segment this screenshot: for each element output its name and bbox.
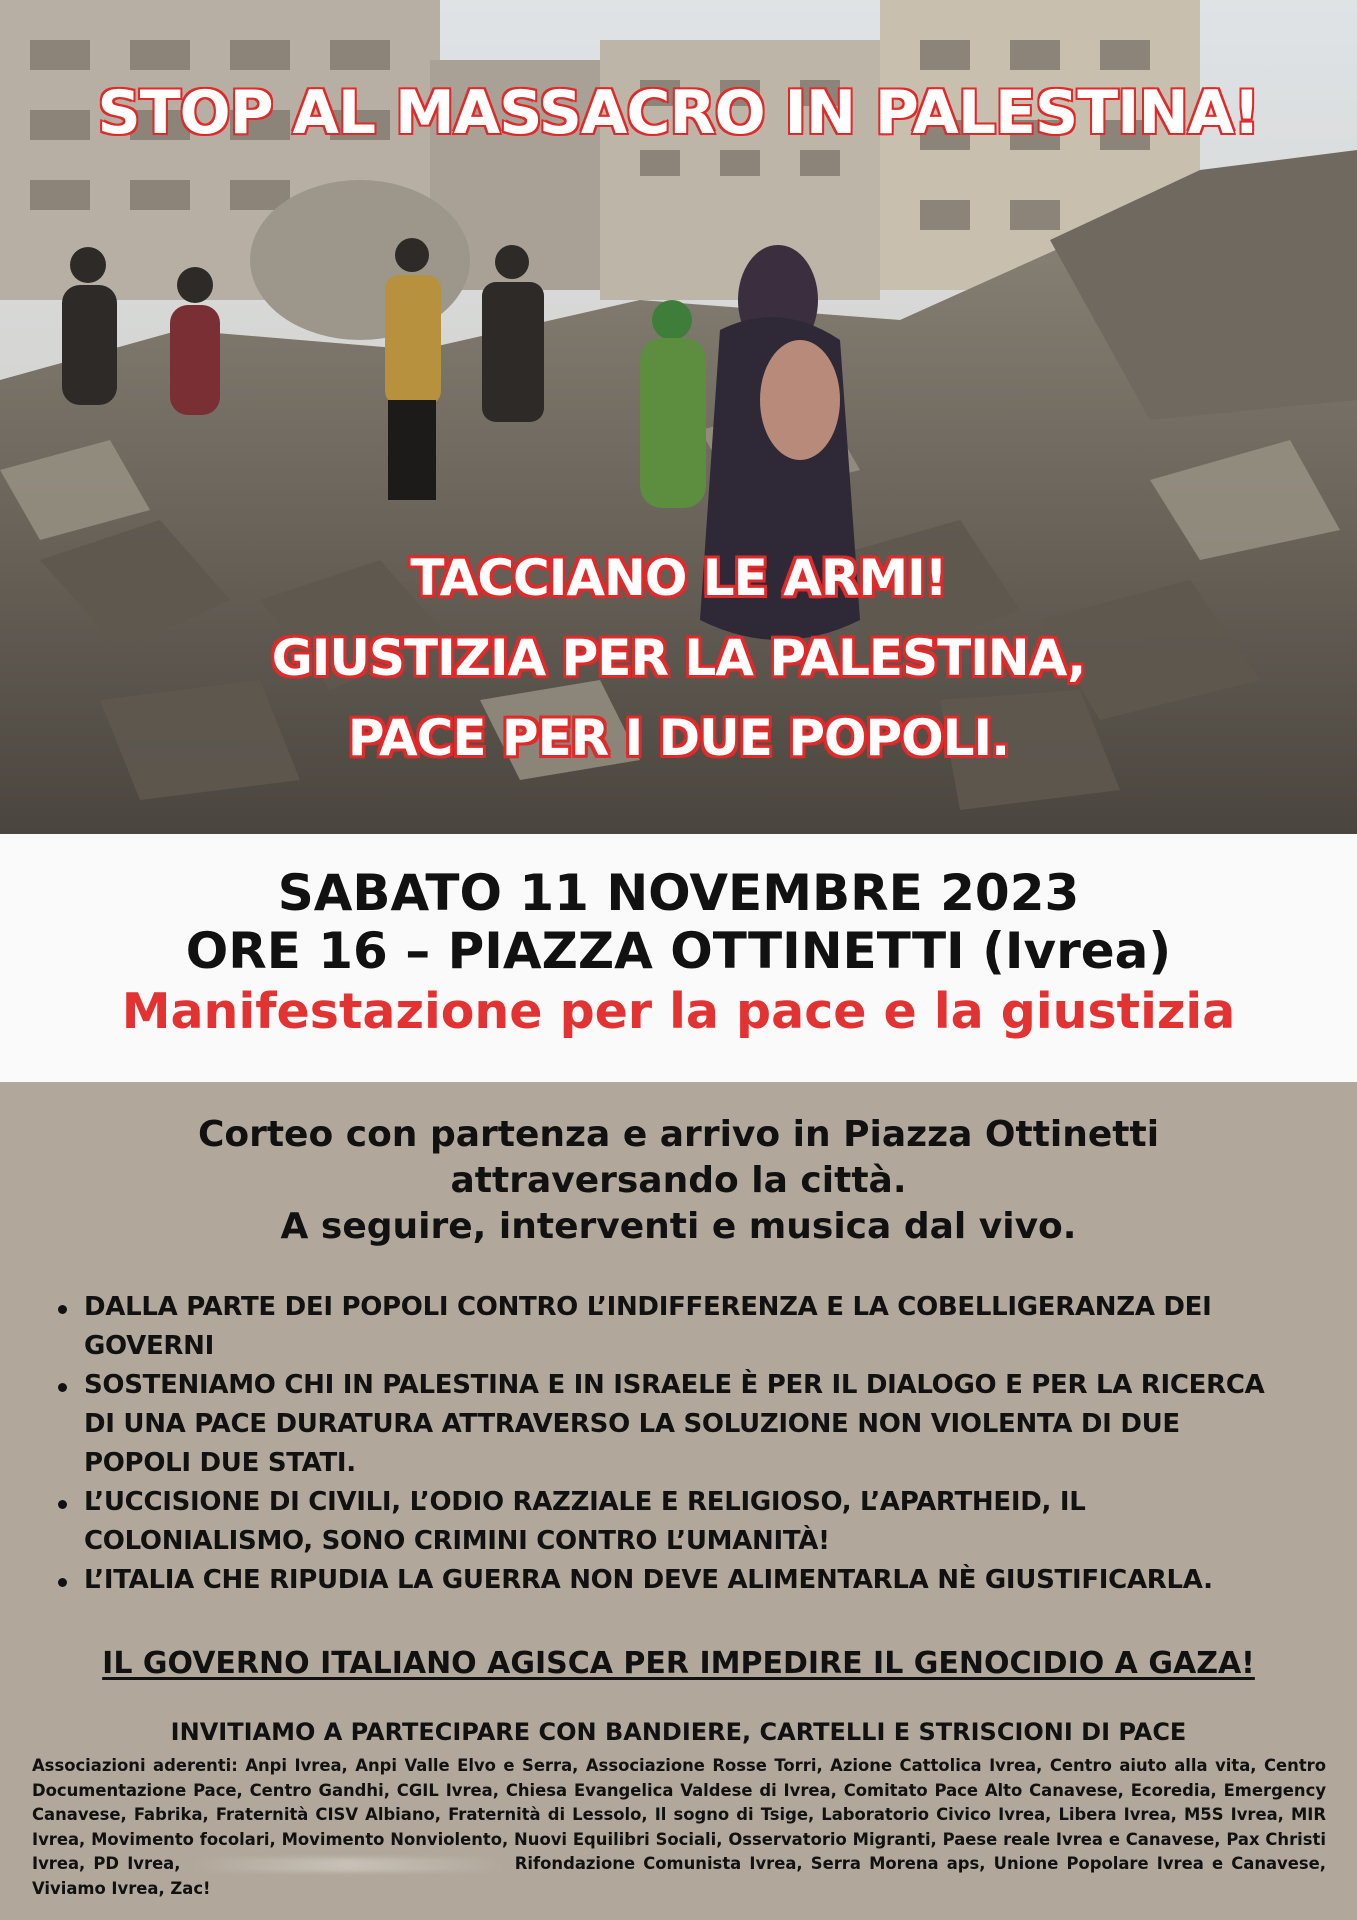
corteo-line: Corteo con partenza e arrivo in Piazza Ottinetti	[197, 1114, 1160, 1155]
corteo-line: attraversando la città.	[450, 1160, 907, 1201]
event-details	[0, 1082, 1357, 1920]
redacted-area	[189, 1858, 507, 1872]
headline: STOP AL MASSACRO IN PALESTINA!	[97, 78, 1260, 148]
invitation: INVITIAMO A PARTECIPARE CON BANDIERE, CARTELLI E STRISCIONI DI PACE	[170, 1718, 1187, 1746]
list-item: DALLA PARTE DEI POPOLI CONTRO L’INDIFFERENZA E LA COBELLIGERANZA DEI GOVERNI	[84, 1288, 1284, 1366]
event-time-place: ORE 16 – PIAZZA OTTINETTI (Ivrea)	[185, 922, 1172, 980]
associations-part1: Associazioni aderenti: Anpi Ivrea, Anpi Valle Elvo e Serra, Associazione Rosse Torri, Azione Cattolica Ivrea, Centro aiuto alla vita, Centro Documentazione Pace, Centro Gandhi, CGIL Ivrea, Chiesa Evangelica Valdese di Ivrea, Comitato Pace Alto Canavese, Ecoredia, Emergency Canavese, Fabrika, Fraternità CISV Albiano, Fraternità di Lessolo, Il sogno di Tsige, Laboratorio Civico Ivrea, Libera Ivrea, M5S Ivrea, MIR Ivrea, Movimento focolari, Movimento Nonviolento, Nuovi Equilibri Sociali, Osservatorio Migranti, Paese reale Ivrea e Canavese, Pax Christi Ivrea, PD Ivrea,	[32, 1756, 1326, 1873]
slogan-line: PACE PER I DUE POPOLI.	[347, 709, 1010, 767]
header-photo	[0, 0, 1357, 834]
event-date: SABATO 11 NOVEMBRE 2023	[277, 864, 1080, 922]
slogan-line: GIUSTIZIA PER LA PALESTINA,	[271, 629, 1086, 687]
associations-part2: Rifondazione Comunista Ivrea, Serra Morena aps, Unione Popolare Ivrea e Canavese, Viviamo Ivrea, Zac!	[32, 1854, 1326, 1898]
list-item: L’UCCISIONE DI CIVILI, L’ODIO RAZZIALE E RELIGIOSO, L’APARTHEID, IL COLONIALISMO, SONO CRIMINI CONTRO L’UMANITÀ!	[84, 1483, 1284, 1561]
points-list	[0, 1288, 1284, 1600]
corteo-line: A seguire, interventi e musica dal vivo.	[280, 1206, 1077, 1247]
list-item: L’ITALIA CHE RIPUDIA LA GUERRA NON DEVE ALIMENTARLA NÈ GIUSTIFICARLA.	[84, 1561, 1284, 1600]
slogans	[0, 538, 1357, 778]
associations-list	[32, 1754, 1326, 1901]
slogan-line: TACCIANO LE ARMI!	[410, 549, 947, 607]
event-band	[0, 834, 1357, 1082]
list-item: SOSTENIAMO CHI IN PALESTINA E IN ISRAELE È PER IL DIALOGO E PER LA RICERCA DI UNA PACE DURATURA ATTRAVERSO LA SOLUZIONE NON VIOLENTA DI DUE POPOLI DUE STATI.	[84, 1366, 1284, 1483]
governo-text: IL GOVERNO ITALIANO AGISCA PER IMPEDIRE IL GENOCIDIO A GAZA!	[102, 1646, 1255, 1681]
corteo-description	[0, 1082, 1357, 1250]
event-title: Manifestazione per la pace e la giustizia	[121, 983, 1236, 1040]
governo-statement	[0, 1646, 1357, 1681]
